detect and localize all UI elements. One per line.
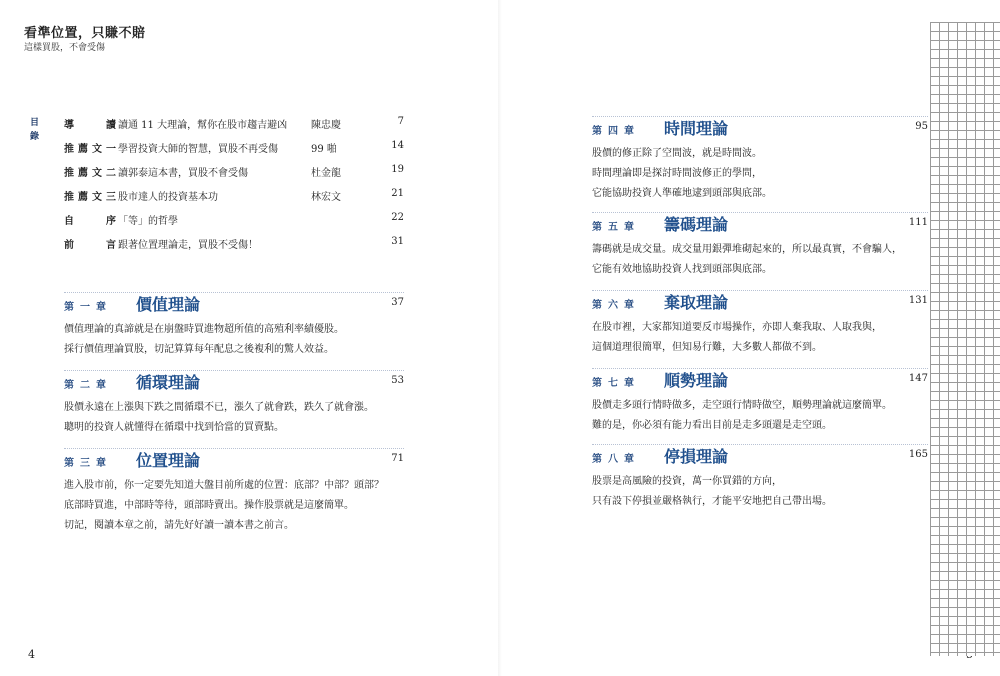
description-line: 股價永遠在上漲與下跌之間循環不已，漲久了就會跌，跌久了就會漲。: [64, 402, 374, 413]
description-line: 在股市裡，大家都知道要反市場操作，亦即人棄我取、人取我與，: [592, 322, 882, 333]
chapter-page-number: 165: [908, 449, 928, 460]
front-label: 推薦文一: [64, 144, 116, 155]
chapter-title: 棄取理論: [664, 293, 729, 312]
front-matter-row: [64, 236, 404, 254]
dotted-rule: [592, 368, 928, 369]
front-text: 股市達人的投資基本功: [118, 192, 218, 203]
book-title: 看準位置，只賺不賠: [24, 26, 146, 41]
chapter-page-number: 53: [391, 375, 404, 386]
chapter-description: [64, 476, 384, 536]
chapter-number: 第一章: [64, 302, 112, 313]
front-matter-row: [64, 188, 404, 206]
chapter-title: 順勢理論: [664, 371, 729, 390]
description-line: 底部時買進，中部時等待，頭部時賣出。操作股票就是這麼簡單。: [64, 500, 354, 511]
front-page-number: 7: [397, 116, 404, 127]
chapter-number: 第五章: [592, 222, 640, 233]
decorative-grid: [930, 22, 1000, 656]
dotted-rule: [592, 212, 928, 213]
chapter-title: 停損理論: [664, 447, 729, 466]
chapter-number: 第三章: [64, 458, 112, 469]
book-subtitle: 這樣買股，不會受傷: [24, 43, 106, 53]
description-line: 進入股市前，你一定要先知道大盤目前所處的位置：底部？中部？頭部？: [64, 480, 384, 491]
chapter-page-number: 147: [908, 373, 928, 384]
chapter-title: 時間理論: [664, 119, 729, 138]
description-line: 股價的修正除了空間波，就是時間波。: [592, 148, 762, 159]
front-matter-row: [64, 140, 404, 158]
front-text: 讀通 11 大理論，幫你在股市趨吉避凶: [118, 120, 288, 131]
chapter-number: 第六章: [592, 300, 640, 311]
front-page-number: 31: [391, 236, 404, 247]
chapter-page-number: 111: [908, 217, 928, 228]
front-label: 前 言: [64, 240, 116, 251]
chapter-description: [592, 144, 772, 204]
chapter-number: 第四章: [592, 126, 640, 137]
chapter-description: [64, 398, 374, 438]
chapter-description: [592, 396, 892, 436]
description-line: 它能有效地協助投資人找到頭部與底部。: [592, 264, 772, 275]
chapter-number: 第七章: [592, 378, 640, 389]
dotted-rule: [64, 292, 404, 293]
front-text: 學習投資大師的智慧，買股不再受傷: [118, 144, 278, 155]
description-line: 籌碼就是成交量。成交量用銀彈堆砌起來的，所以最真實，不會騙人，: [592, 244, 902, 255]
chapter-number: 第八章: [592, 454, 640, 465]
front-label: 自 序: [64, 216, 116, 227]
toc-label: 目錄: [30, 118, 40, 142]
chapter-number: 第二章: [64, 380, 112, 391]
dotted-rule: [592, 290, 928, 291]
front-page-number: 21: [391, 188, 404, 199]
front-label: 導 讀: [64, 120, 116, 131]
chapter-page-number: 131: [908, 295, 928, 306]
front-author: 林宏文: [311, 192, 341, 203]
chapter-title: 價值理論: [136, 295, 201, 314]
right-page: [500, 0, 1000, 676]
front-matter-row: [64, 164, 404, 182]
front-matter-row: [64, 212, 404, 230]
dotted-rule: [592, 444, 928, 445]
front-label: 推薦文二: [64, 168, 116, 179]
chapter-page-number: 95: [915, 121, 928, 132]
chapter-description: [592, 318, 882, 358]
description-line: 切記，閱讀本章之前，請先好好讀一讀本書之前言。: [64, 520, 294, 531]
chapter-description: [592, 240, 902, 280]
description-line: 只有設下停損並嚴格執行，才能平安地把自己帶出場。: [592, 496, 832, 507]
description-line: 價值理論的真諦就是在崩盤時買進物超所值的高殖利率績優股。: [64, 324, 344, 335]
chapter-description: [64, 320, 344, 360]
description-line: 股票是高風險的投資，萬一你買錯的方向，: [592, 476, 782, 487]
front-page-number: 19: [391, 164, 404, 175]
chapter-page-number: 37: [391, 297, 404, 308]
front-matter-row: [64, 116, 404, 134]
description-line: 這個道理很簡單，但知易行難，大多數人都做不到。: [592, 342, 822, 353]
front-author: 杜金龍: [311, 168, 341, 179]
front-page-number: 22: [391, 212, 404, 223]
front-text: 讀郭泰這本書，買股不會受傷: [118, 168, 248, 179]
chapter-page-number: 71: [391, 453, 404, 464]
dotted-rule: [592, 116, 928, 117]
front-page-number: 14: [391, 140, 404, 151]
front-text: 「等」的哲學: [118, 216, 178, 227]
front-author: 陳忠慶: [311, 120, 341, 131]
front-text: 跟著位置理論走，買股不受傷！: [118, 240, 258, 251]
description-line: 難的是，你必須有能力看出目前是走多頭還是走空頭。: [592, 420, 832, 431]
dotted-rule: [64, 370, 404, 371]
chapter-title: 位置理論: [136, 451, 201, 470]
description-line: 時間理論即是探討時間波修正的學問，: [592, 168, 762, 179]
chapter-description: [592, 472, 832, 512]
dotted-rule: [64, 448, 404, 449]
chapter-title: 籌碼理論: [664, 215, 729, 234]
front-label: 推薦文三: [64, 192, 116, 203]
page-number-left: 4: [28, 648, 35, 661]
description-line: 股價走多頭行情時做多，走空頭行情時做空，順勢理論就這麼簡單。: [592, 400, 892, 411]
description-line: 它能協助投資人準確地逮到頭部與底部。: [592, 188, 772, 199]
chapter-title: 循環理論: [136, 373, 201, 392]
front-author: 99 啪: [311, 144, 337, 155]
description-line: 採行價值理論買股，切記算算每年配息之後複利的驚人效益。: [64, 344, 334, 355]
description-line: 聰明的投資人就懂得在循環中找到恰當的買賣點。: [64, 422, 284, 433]
